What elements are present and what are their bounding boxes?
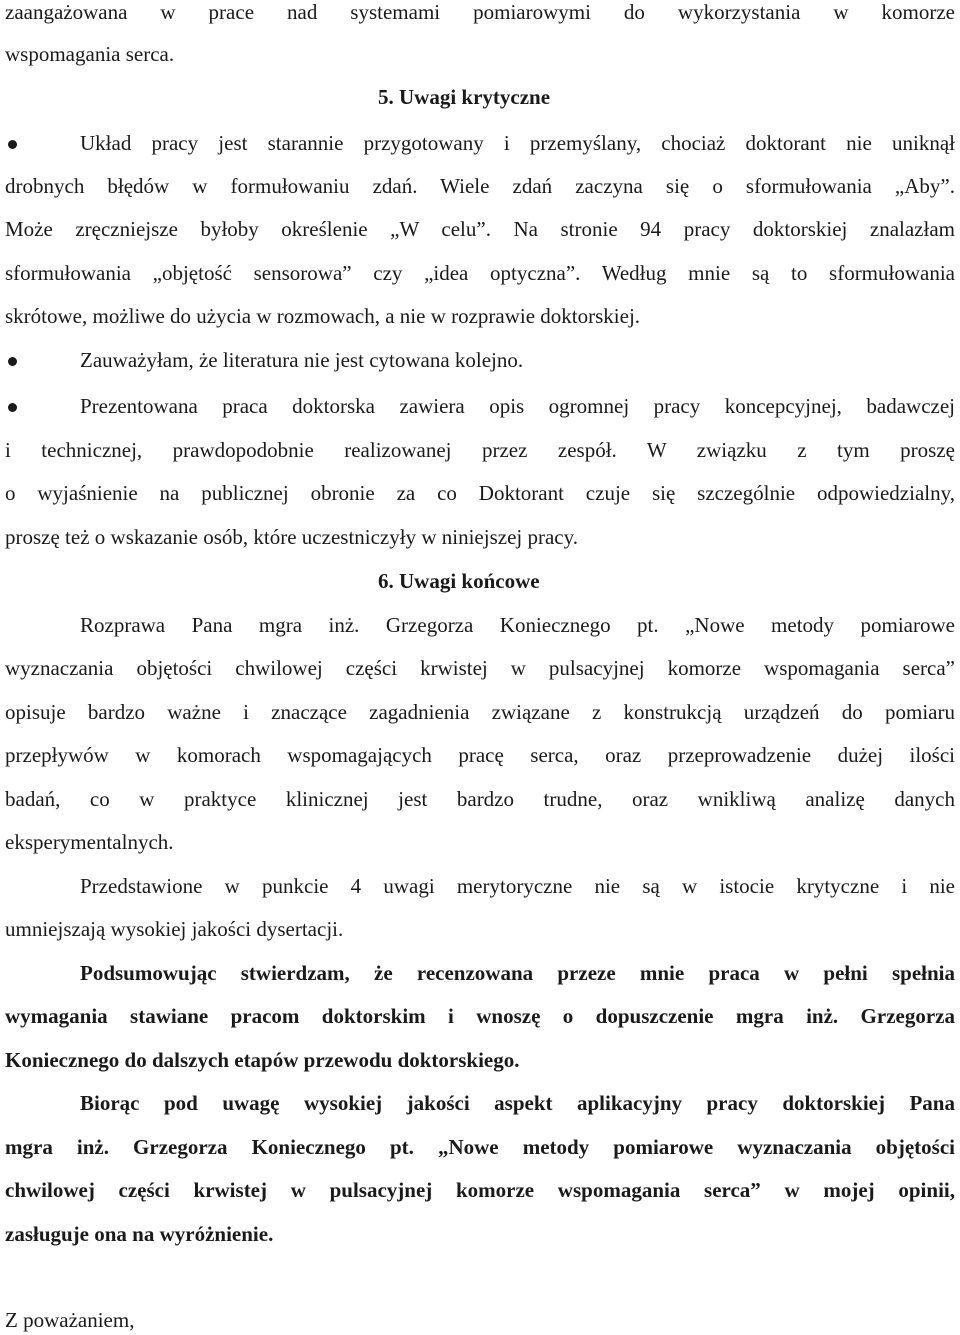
distinction-line: chwilowej części krwistej w pulsacyjnej komorze wspomagania serca” w mojej opinii, — [5, 1178, 955, 1202]
paragraph-line: wspomagania serca. — [5, 42, 175, 66]
list-item-line: drobnych błędów w formułowaniu zdań. Wiele zdań zaczyna się o sformułowania „Aby”. — [5, 174, 955, 198]
distinction-line: mgra inż. Grzegorza Koniecznego pt. „Nowe metody pomiarowe wyznaczania objętości — [5, 1135, 955, 1159]
distinction-line: Biorąc pod uwagę wysokiej jakości aspekt aplikacyjny pracy doktorskiej Pana — [80, 1091, 955, 1115]
list-item-line: sformułowania „objętość sensorowa” czy „idea optyczna”. Według mnie są to sformułowania — [5, 261, 955, 285]
list-item-line: o wyjaśnienie na publicznej obronie za co Doktorant czuje się szczególnie odpowiedzialny, — [5, 481, 955, 505]
bullet-icon — [8, 357, 17, 366]
paragraph-line: Przedstawione w punkcie 4 uwagi merytoryczne nie są w istocie krytyczne i nie — [80, 874, 955, 898]
list-item-line: Zauważyłam, że literatura nie jest cytowana kolejno. — [80, 348, 524, 372]
paragraph-line: wyznaczania objętości chwilowej części krwistej w pulsacyjnej komorze wspomagania serca” — [5, 656, 955, 680]
distinction-line: zasługuje ona na wyróżnienie. — [5, 1222, 274, 1246]
paragraph-line: badań, co w praktyce klinicznej jest bardzo trudne, oraz wnikliwą analizę danych — [5, 787, 955, 811]
conclusion-line: Podsumowując stwierdzam, że recenzowana przeze mnie praca w pełni spełnia — [80, 961, 955, 985]
paragraph-line: zaangażowana w prace nad systemami pomiarowymi do wykorzystania w komorze — [5, 0, 955, 24]
conclusion-line: wymagania stawiane pracom doktorskim i wnoszę o dopuszczenie mgra inż. Grzegorza — [5, 1004, 955, 1028]
section-heading-5: 5. Uwagi krytyczne — [378, 85, 551, 109]
conclusion-line: Koniecznego do dalszych etapów przewodu doktorskiego. — [5, 1048, 520, 1072]
list-item-line: skrótowe, możliwe do użycia w rozmowach, a nie w rozprawie doktorskiej. — [5, 304, 641, 328]
paragraph-line: eksperymentalnych. — [5, 830, 174, 854]
list-item-line: Może zręczniejsze byłoby określenie „W celu”. Na stronie 94 pracy doktorskiej znalazłam — [5, 217, 955, 241]
bullet-icon — [8, 140, 17, 149]
paragraph-line: Rozprawa Pana mgra inż. Grzegorza Koniecznego pt. „Nowe metody pomiarowe — [80, 613, 955, 637]
paragraph-line: przepływów w komorach wspomagających pracę serca, oraz przeprowadzenie dużej ilości — [5, 743, 955, 767]
bullet-icon — [8, 403, 17, 412]
paragraph-line: opisuje bardzo ważne i znaczące zagadnienia związane z konstrukcją urządzeń do pomiaru — [5, 700, 955, 724]
list-item-line: i technicznej, prawdopodobnie realizowanej przez zespół. W związku z tym proszę — [5, 438, 955, 462]
list-item-line: proszę też o wskazanie osób, które uczestniczyły w niniejszej pracy. — [5, 525, 578, 549]
closing-salutation: Z poważaniem, — [5, 1308, 135, 1332]
section-heading-6: 6. Uwagi końcowe — [378, 569, 540, 593]
list-item-line: Układ pracy jest starannie przygotowany i przemyślany, chociaż doktorant nie uniknął — [80, 131, 955, 155]
paragraph-line: umniejszają wysokiej jakości dysertacji. — [5, 917, 344, 941]
list-item-line: Prezentowana praca doktorska zawiera opis ogromnej pracy koncepcyjnej, badawczej — [80, 394, 955, 418]
